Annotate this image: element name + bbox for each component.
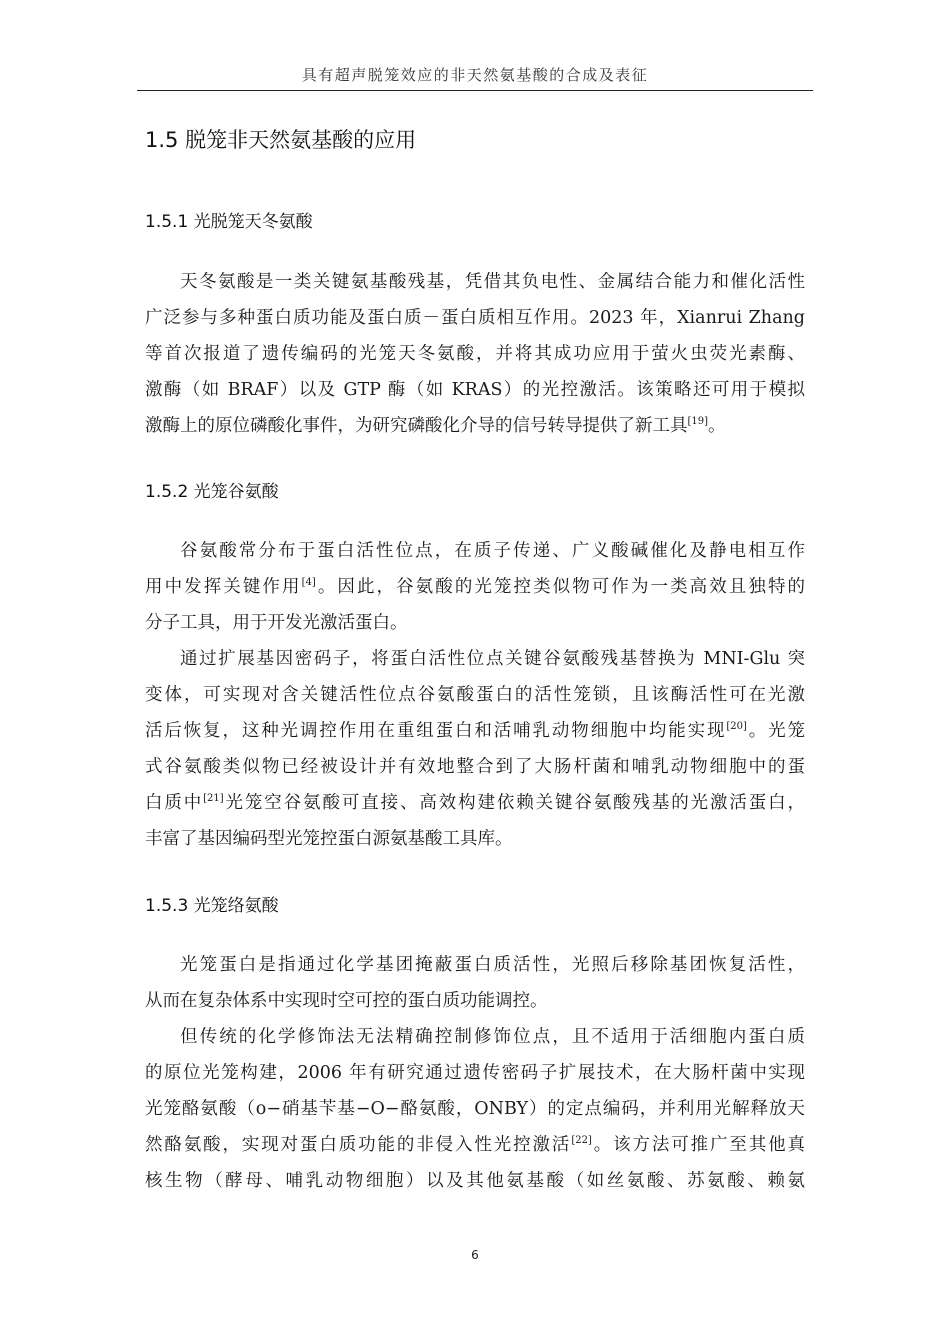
citation: [22] [571, 1135, 592, 1146]
citation: [4] [301, 577, 316, 588]
paragraph-line: 天冬氨酸是一类关键氨基酸残基，凭借其负电性、金属结合能力和催化活性 [180, 272, 805, 292]
citation: [21] [203, 793, 224, 804]
line-text: 。该方法可推广至其他真 [591, 1135, 805, 1155]
paragraph-line: 核生物（酵母、哺乳动物细胞）以及其他氨基酸（如丝氨酸、苏氨酸、赖氨 [145, 1171, 805, 1191]
paragraph-line: 但传统的化学修饰法无法精确控制修饰位点，且不适用于活细胞内蛋白质 [180, 1027, 805, 1047]
paragraph-line: 光笼蛋白是指通过化学基团掩蔽蛋白质活性，光照后移除基团恢复活性， [180, 955, 805, 975]
paragraph-line [145, 713, 805, 749]
line-text: 白质中 [145, 793, 204, 813]
paragraph-line: 的原位光笼构建，2006 年有研究通过遗传密码子扩展技术，在大肠杆菌中实现 [145, 1063, 805, 1083]
line-text: 光笼空谷氨酸可直接、高效构建依赖关键谷氨酸残基的光激活蛋白， [223, 793, 805, 813]
paragraph-line: 丰富了基因编码型光笼控蛋白源氨基酸工具库。 [145, 829, 513, 849]
section-title: 1.5 脱笼非天然氨基酸的应用 [145, 128, 417, 152]
line-text: 用中发挥关键作用 [145, 577, 302, 597]
subsection-title: 1.5.3 光笼络氨酸 [145, 896, 279, 916]
paragraph-line: 式谷氨酸类似物已经被设计并有效地整合到了大肠杆菌和哺乳动物细胞中的蛋 [145, 757, 805, 777]
paragraph-line: 谷氨酸常分布于蛋白活性位点，在质子传递、广义酸碱催化及静电相互作 [180, 541, 805, 561]
line-text: 。因此，谷氨酸的光笼控类似物可作为一类高效且独特的 [315, 577, 805, 597]
paragraph-line: 等首次报道了遗传编码的光笼天冬氨酸，并将其成功应用于萤火虫荧光素酶、 [145, 344, 805, 364]
paragraph-line: 光笼酪氨酸（o−硝基苄基−O−酪氨酸，ONBY）的定点编码，并利用光解释放天 [145, 1099, 805, 1119]
citation: [19] [687, 416, 709, 427]
line-text: 激酶上的原位磷酸化事件，为研究磷酸化介导的信号转导提供了新工具 [145, 416, 688, 436]
line-text: 。 [708, 416, 726, 436]
paragraph-line [145, 569, 805, 605]
line-text: 活后恢复，这种光调控作用在重组蛋白和活哺乳动物细胞中均能实现 [145, 721, 727, 741]
running-header [137, 64, 813, 91]
paragraph-line: 从而在复杂体系中实现时空可控的蛋白质功能调控。 [145, 991, 548, 1011]
paragraph-line: 广泛参与多种蛋白质功能及蛋白质－蛋白质相互作用。2023 年，Xianrui Zhang [145, 308, 805, 328]
page-number: 6 [471, 1248, 479, 1262]
paragraph-line [145, 408, 805, 444]
paragraph-line [145, 1127, 805, 1163]
paragraph-line: 激酶（如 BRAF）以及 GTP 酶（如 KRAS）的光控激活。该策略还可用于模拟 [145, 380, 805, 400]
paragraph-line: 通过扩展基因密码子，将蛋白活性位点关键谷氨酸残基替换为 MNI-Glu 突 [180, 649, 805, 669]
running-header-title: 具有超声脱笼效应的非天然氨基酸的合成及表征 [301, 66, 649, 84]
line-text: 。光笼 [746, 721, 805, 741]
citation: [20] [726, 721, 747, 732]
line-text: 然酪氨酸，实现对蛋白质功能的非侵入性光控激活 [145, 1135, 572, 1155]
subsection-title: 1.5.1 光脱笼天冬氨酸 [145, 212, 313, 232]
paragraph-line [145, 785, 805, 821]
paragraph-line: 变体，可实现对含关键活性位点谷氨酸蛋白的活性笼锁，且该酶活性可在光激 [145, 685, 805, 705]
paragraph-line: 分子工具，用于开发光激活蛋白。 [145, 613, 408, 633]
subsection-title: 1.5.2 光笼谷氨酸 [145, 482, 279, 502]
